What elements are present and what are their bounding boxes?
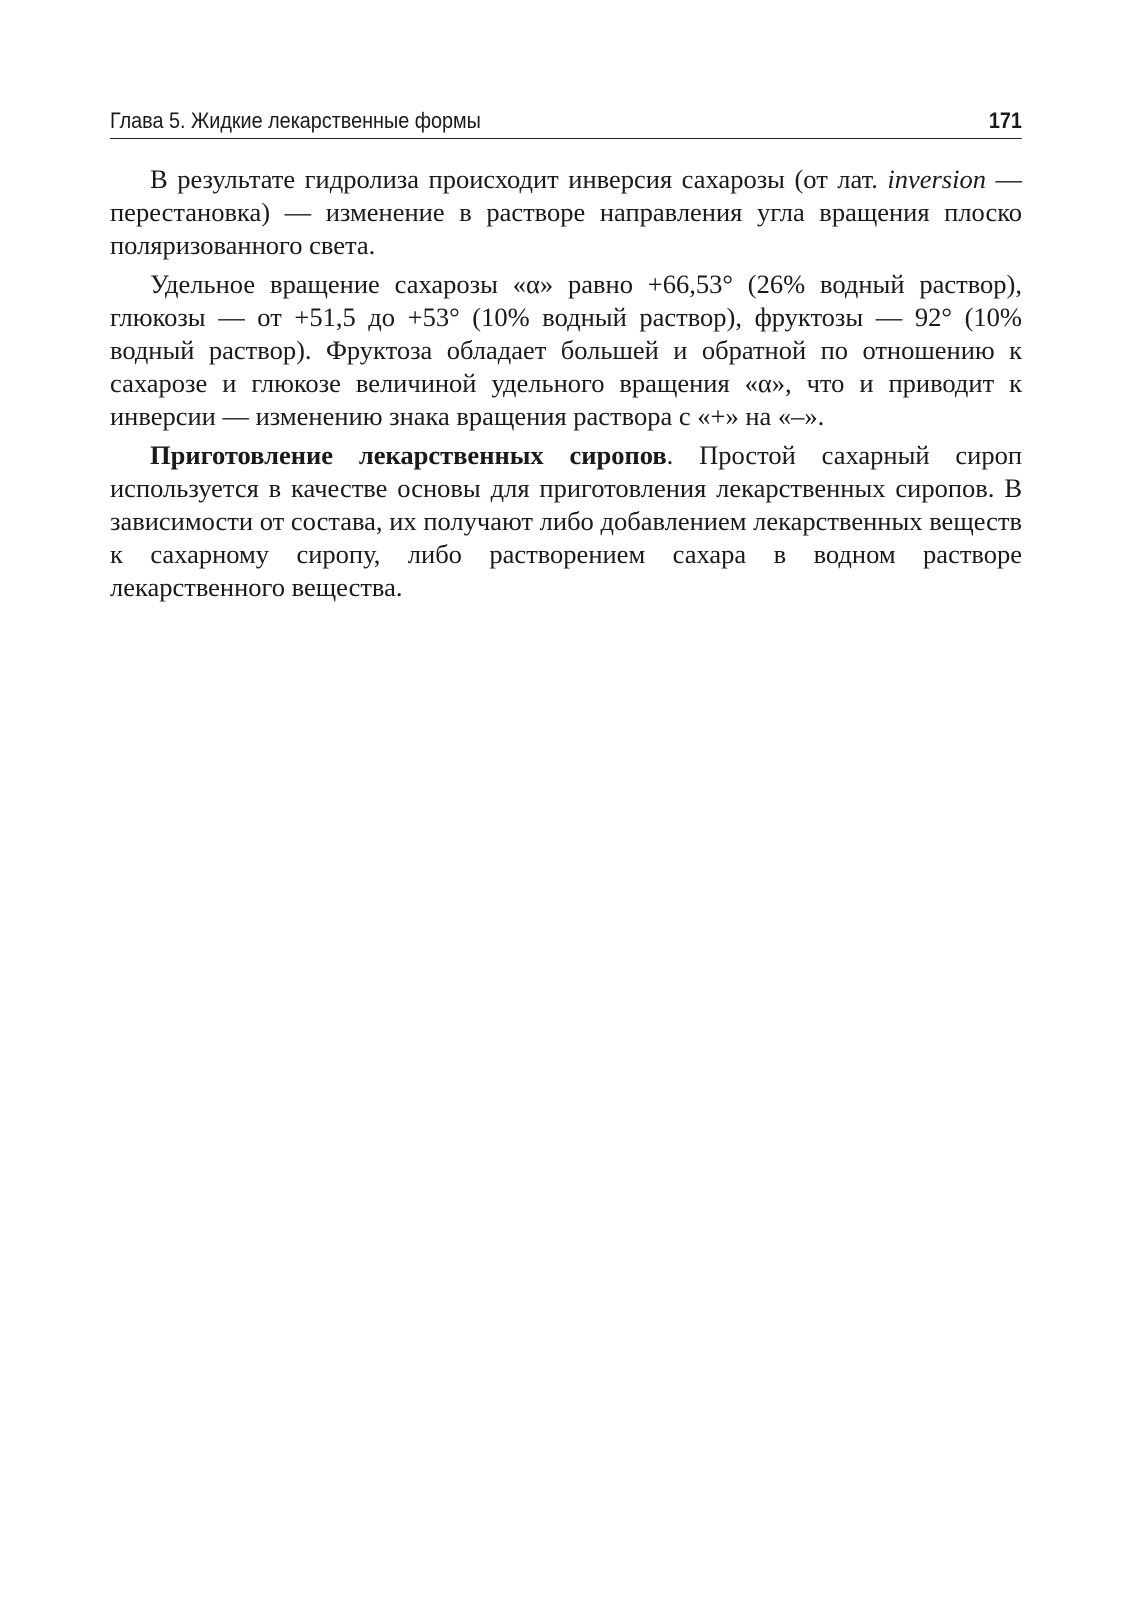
paragraph-text: — перестановка) — изменение в растворе направления угла вращения плоско поляризованного света.	[110, 164, 1023, 261]
latin-term: inversion	[887, 164, 986, 194]
paragraph-specific-rotation	[110, 268, 1022, 434]
page-number: 171	[988, 108, 1022, 133]
book-page	[110, 108, 1022, 610]
paragraph-text: . Простой сахарный сироп используется в качестве основы для приготовления лекарственных сиропов. В зависимости от состава, их получают либо добавлением лекарственных веществ к сахарному сиропу, либо растворением сахара в водном растворе лекарственного вещества.	[110, 439, 1023, 603]
paragraph-text: В результате гидролиза происходит инверсия сахарозы (от лат.	[150, 164, 888, 194]
paragraph-inversion	[110, 163, 1022, 263]
section-run-in-heading: Приготовление лекарственных сиропов	[150, 439, 667, 470]
body-text	[110, 163, 1022, 605]
running-header	[110, 108, 1022, 139]
paragraph-text: Удельное вращение сахарозы «α» равно +66,53° (26% водный раствор), глюкозы — от +51,5 до +53° (10% водный раствор), фруктозы — 92° (10% водный раствор). Фруктоза обладает большей и обратной по отношению к сахарозе и глюкозе величиной удельного вращения «α», что и приводит к инверсии — изменению знака вращения раствора с «+» на «–».	[110, 268, 1022, 432]
paragraph-syrup-preparation	[110, 439, 1022, 605]
chapter-title: Глава 5. Жидкие лекарственные формы	[110, 108, 481, 133]
